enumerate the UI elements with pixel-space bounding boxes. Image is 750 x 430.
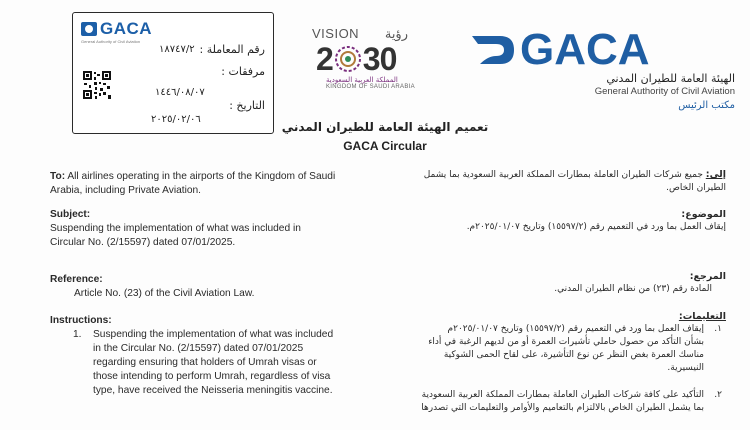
instruction-item-1-ar: [420, 323, 726, 375]
stamp-date-label: التاريخ :: [229, 99, 265, 112]
to-line1-en: All airlines operating in the airports of the Kingdom of Saudi: [67, 171, 336, 182]
item1-number-ar: ١.: [714, 324, 722, 334]
subject-label-en: Subject:: [50, 209, 91, 220]
reference-section-en: [50, 273, 340, 301]
vision-2030-logo: [312, 26, 422, 90]
gaca-emblem-icon: [81, 22, 97, 36]
vision-ksa-ar: المملكة العربية السعودية: [326, 76, 398, 84]
reference-label-ar: المرجع:: [689, 271, 726, 282]
instructions-label-en: Instructions:: [50, 315, 112, 326]
item1-line-en: type, have received the Neisseria meningitis vaccine.: [93, 385, 333, 396]
item1-line-ar: النيسيرية.: [667, 363, 704, 373]
gaca-logo: [470, 25, 735, 123]
stamp-date-gregorian: ٢٠٢٥/٠٢/٠٦: [151, 114, 201, 125]
stamp-attachments-label: مرفقات :: [221, 65, 265, 78]
instruction-item-2-ar: [420, 389, 726, 415]
to-label-en: To:: [50, 171, 66, 182]
vision-year-right: 30: [362, 41, 397, 77]
transaction-stamp: [72, 12, 274, 134]
item1-line-ar: إيقاف العمل بما ورد في التعميم رقم (١٥٥٩٧/٢) وتاريخ ٢٠٢٥/٠١/٠٧م: [447, 324, 704, 334]
reference-text-en: Article No. (23) of the Civil Aviation Law.: [74, 288, 255, 299]
stamp-logo-subtitle: General Authority of Civil Aviation: [81, 39, 141, 44]
subject-section-ar: [420, 208, 726, 234]
reference-section-ar: [420, 270, 726, 296]
vision-word: VISION: [312, 26, 360, 41]
stamp-gaca-logo: [81, 19, 152, 39]
subject-line2-en: Circular No. (2/15597) dated 07/01/2025.: [50, 237, 236, 248]
vision-emblem-icon: [334, 45, 362, 73]
instructions-section-en: [50, 314, 360, 398]
gaca-name-ar: الهيئة العامة للطيران المدني: [606, 72, 735, 85]
circular-title-en: GACA Circular: [343, 139, 427, 153]
to-line1-ar: جميع شركات الطيران العاملة بمطارات المملكة العربية السعودية بما يشمل: [423, 170, 703, 180]
instruction-item-1-en: [50, 328, 360, 398]
stamp-ref-label: رقم المعاملة :: [199, 43, 265, 56]
gaca-name-en: General Authority of Civil Aviation: [594, 86, 735, 97]
president-office-label: مكتب الرئيس: [678, 100, 735, 111]
subject-text-ar: إيقاف العمل بما ورد في التعميم رقم (١٥٥٩٧/٢) وتاريخ ٢٠٢٥/٠١/٠٧م.: [466, 222, 726, 232]
item1-number-en: 1.: [73, 329, 82, 340]
qr-code-icon: [83, 71, 111, 99]
to-line2-ar: الطيران الخاص.: [666, 183, 726, 193]
instructions-section-ar: [420, 310, 726, 415]
vision-year-left: 2: [316, 41, 333, 77]
to-label-ar: إلى:: [705, 169, 726, 180]
to-line2-en: Arabia, including Private Aviation.: [50, 185, 202, 196]
stamp-date-hijri: ١٤٤٦/٠٨/٠٧: [155, 87, 205, 98]
reference-label-en: Reference:: [50, 274, 103, 285]
gaca-wing-icon: [470, 30, 518, 70]
item1-line-en: regarding ensuring that holders of Umrah visas or: [93, 357, 317, 368]
gaca-logo-text: GACA: [520, 25, 650, 74]
item2-line-ar: بما يشمل الطيران الخاص بالالتزام بالتعاميم والأوامر والتعليمات التي تصدرها: [421, 403, 704, 413]
reference-text-ar: المادة رقم (٢٣) من نظام الطيران المدني.: [554, 284, 712, 294]
circular-title-ar: تعميم الهيئة العامة للطيران المدني: [281, 120, 489, 134]
vision-word-ar: رؤية: [384, 27, 408, 42]
item1-line-ar: بشأن التأكد من حصول حاملي تأشيرات العمرة أو من لديهم الرغبة في أداء: [428, 337, 704, 347]
item1-line-en: Suspending the implementation of what was included: [93, 329, 334, 340]
instructions-label-ar: التعليمات:: [678, 311, 726, 322]
stamp-logo-text: GACA: [100, 19, 153, 38]
subject-label-ar: الموضوع:: [681, 209, 726, 220]
to-section-en: [50, 170, 340, 198]
subject-line1-en: Suspending the implementation of what was included in: [50, 223, 301, 234]
item2-number-ar: ٢.: [714, 390, 722, 400]
item2-line-ar: التأكيد على كافة شركات الطيران العاملة بمطارات المملكة العربية السعودية: [421, 390, 704, 400]
to-section-ar: [420, 168, 726, 195]
item1-line-en: those intending to perform Umrah, regardless of visa: [93, 371, 331, 382]
subject-section-en: [50, 208, 340, 250]
vision-ksa-en: KINGDOM OF SAUDI ARABIA: [326, 84, 415, 90]
item1-line-en: in the Circular No. (2/15597) dated 07/01/2025: [93, 343, 304, 354]
stamp-ref-value: ١٨٧٤٧/٢: [159, 44, 195, 55]
item1-line-ar: مناسك العمرة بغض النظر عن نوع التأشيرة، على لقاح الحمى الشوكية: [443, 350, 704, 360]
